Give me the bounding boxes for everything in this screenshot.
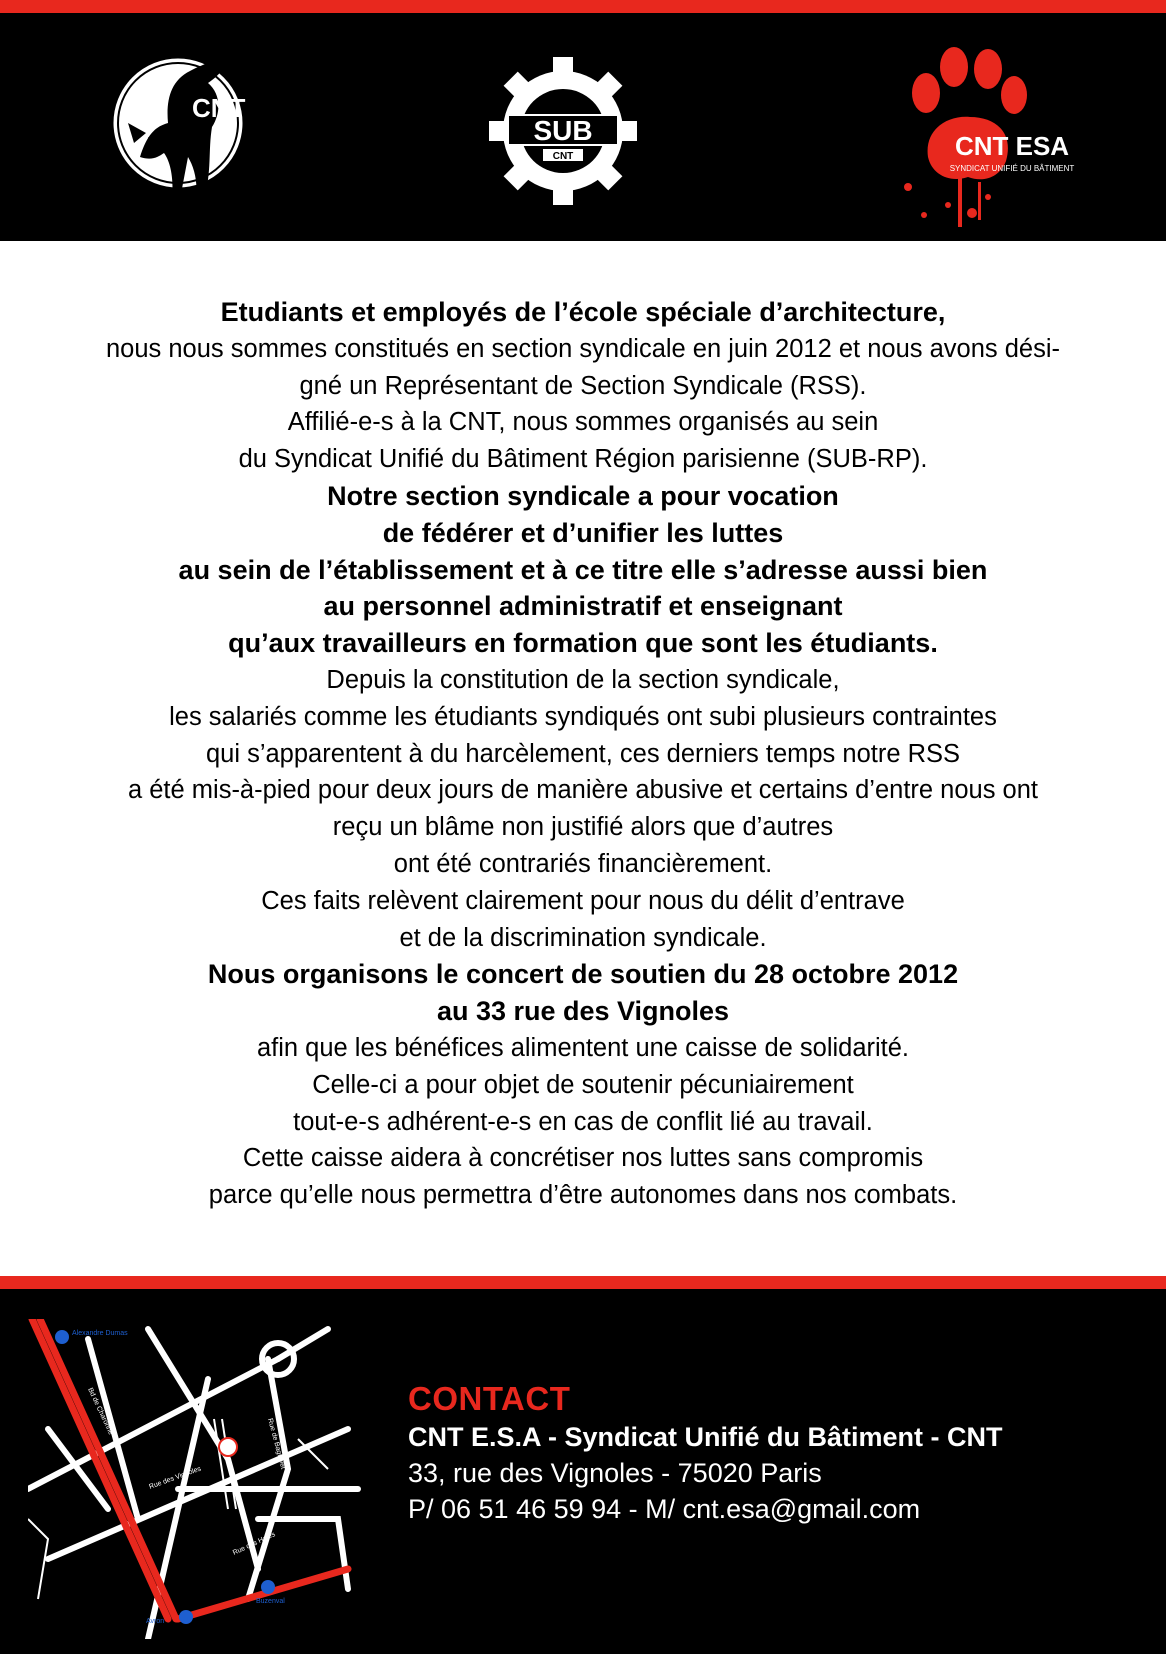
statement-line: qui s’apparentent à du harcèlement, ces derniers temps notre RSS (205, 739, 961, 768)
cnt-esa-paw-logo (888, 37, 1078, 237)
statement-line: Celle-ci a pour objet de soutenir pécuniairement (312, 1070, 854, 1099)
street-label: Rue de Bagnolet (266, 1417, 287, 1470)
statement-line: au personnel administratif et enseignant (323, 591, 843, 622)
statement-line: Etudiants et employés de l’école spéciale d’architecture, (220, 297, 946, 327)
middle-red-stripe (0, 1276, 1166, 1289)
statement-line: de fédérer et d’unifier les luttes (382, 517, 784, 548)
metro-alexandre-dumas-icon (55, 1330, 69, 1344)
metro-label: Buzenval (256, 1598, 285, 1605)
street-label: Rue des Vignoles (148, 1465, 203, 1491)
statement-line: a été mis-à-pied pour deux jours de manière abusive et certains d’entre nous ont (127, 776, 1039, 805)
statement-line: ont été contrariés financièrement. (393, 849, 773, 878)
black-cat-icon (108, 31, 258, 211)
statement-line: au sein de l’établissement et à ce titre elle s’adresse aussi bien (178, 554, 988, 585)
esa-logo-subtext: SYNDICAT UNIFIÉ DU BÂTIMENT (949, 164, 1075, 173)
street-label: Bd de Charonne (86, 1386, 115, 1437)
metro-label: Alexandre Dumas (72, 1330, 128, 1337)
metro-label: Avron (146, 1618, 165, 1625)
contact-phone-email[interactable]: P/ 06 51 46 59 94 - M/ cnt.esa@gmail.com (408, 1494, 921, 1524)
statement-line: gné un Représentant de Section Syndicale (RSS). (299, 371, 867, 400)
statement-line: les salariés comme les étudiants syndiqués ont subi plusieurs contraintes (169, 702, 997, 731)
paw-print-icon (888, 37, 1078, 237)
sub-gear-logo (488, 51, 638, 211)
statement-line: nous nous sommes constitués en section syndicale en juin 2012 et nous avons dési- (106, 334, 1060, 363)
union-statement (40, 294, 1126, 1214)
cnt-cat-logo (108, 31, 258, 211)
street-map (28, 1319, 368, 1644)
contact-org: CNT E.S.A - Syndicat Unifié du Bâtiment - CNT (408, 1422, 1003, 1452)
statement-line: Depuis la constitution de la section syndicale, (326, 665, 840, 694)
footer-band (0, 1289, 1166, 1654)
statement-line: du Syndicat Unifié du Bâtiment Région parisienne (SUB-RP). (238, 445, 928, 474)
header-band (0, 13, 1166, 241)
statement-line: Affilié-e-s à la CNT, nous sommes organisés au sein (287, 408, 879, 437)
contact-title: CONTACT (408, 1380, 571, 1417)
contact-address: 33, rue des Vignoles - 75020 Paris (408, 1458, 822, 1488)
statement-line: Nous organisons le concert de soutien du 28 octobre 2012 (207, 959, 959, 990)
statement-line: au 33 rue des Vignoles (436, 996, 730, 1027)
statement-line: reçu un blâme non justifié alors que d’autres (332, 813, 834, 842)
esa-logo-text: CNT ESA (954, 131, 1070, 161)
statement-line: tout-e-s adhérent-e-s en cas de conflit lié au travail. (293, 1107, 873, 1136)
statement-line: Notre section syndicale a pour vocation (327, 480, 839, 511)
statement-line: Ces faits relèvent clairement pour nous du délit d’entrave (261, 886, 905, 915)
metro-buzenval-icon (261, 1580, 275, 1594)
sub-logo-text: SUB (533, 115, 593, 146)
gear-icon (488, 51, 638, 211)
statement-line: qu’aux travailleurs en formation que sont les étudiants. (228, 628, 938, 659)
contact-block (408, 1379, 1003, 1527)
cnt-logo-text: CNT (192, 93, 246, 123)
statement-line: Cette caisse aidera à concrétiser nos luttes sans compromis (242, 1144, 924, 1173)
street-label: Rue des Haies (231, 1531, 277, 1557)
statement-line: et de la discrimination syndicale. (399, 923, 767, 952)
sub-logo-subtext: CNT (552, 151, 574, 162)
top-red-stripe (0, 0, 1166, 13)
statement-line: parce qu’elle nous permettra d’être autonomes dans nos combats. (208, 1181, 958, 1210)
street-map-icon (28, 1319, 368, 1639)
statement-line: afin que les bénéfices alimentent une caisse de solidarité. (256, 1033, 910, 1062)
metro-avron-icon (179, 1610, 193, 1624)
